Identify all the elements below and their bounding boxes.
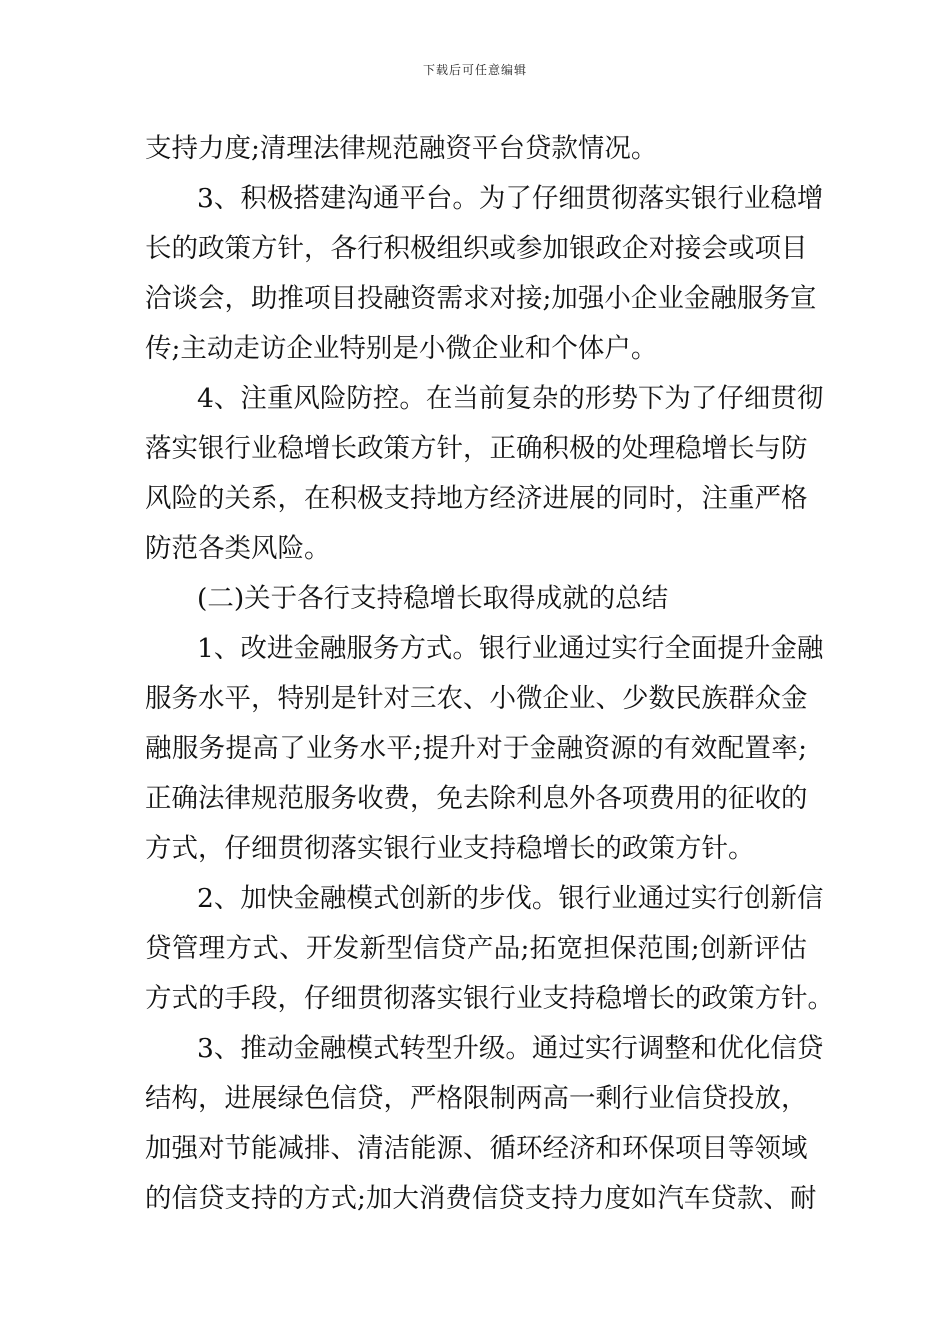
section-heading: (二)关于各行支持稳增长取得成就的总结 — [197, 583, 669, 614]
text-line: 长的政策方针，各行积极组织或参加银政企对接会或项目 — [145, 233, 808, 264]
text-line: 结构，进展绿色信贷，严格限制两高一剩行业信贷投放， — [145, 1083, 808, 1114]
text-line: 的信贷支持的方式;加大消费信贷支持力度如汽车贷款、耐 — [145, 1183, 817, 1214]
text-line: 风险的关系，在积极支持地方经济进展的同时，注重严格 — [145, 483, 808, 514]
text-line: 洽谈会，助推项目投融资需求对接;加强小企业金融服务宣 — [145, 283, 817, 314]
text-line: 4、注重风险防控。在当前复杂的形势下为了仔细贯彻 — [197, 383, 824, 414]
text-line: 融服务提高了业务水平;提升对于金融资源的有效配置率; — [145, 733, 807, 764]
text-line: 正确法律规范服务收费，免去除利息外各项费用的征收的 — [145, 783, 808, 814]
text-line: 支持力度;清理法律规范融资平台贷款情况。 — [145, 133, 658, 164]
text-line: 3、积极搭建沟通平台。为了仔细贯彻落实银行业稳增 — [197, 183, 824, 214]
text-line: 防范各类风险。 — [145, 533, 331, 564]
text-line: 加强对节能减排、清洁能源、循环经济和环保项目等领域 — [145, 1133, 808, 1164]
document-body — [145, 124, 834, 1224]
text-line: 传;主动走访企业特别是小微企业和个体户。 — [145, 333, 658, 364]
text-line: 方式，仔细贯彻落实银行业支持稳增长的政策方针。 — [145, 833, 755, 864]
text-line: 2、加快金融模式创新的步伐。银行业通过实行创新信 — [197, 883, 824, 914]
text-line: 贷管理方式、开发新型信贷产品;拓宽担保范围;创新评估 — [145, 933, 807, 964]
text-line: 落实银行业稳增长政策方针，正确积极的处理稳增长与防 — [145, 433, 808, 464]
text-line: 方式的手段，仔细贯彻落实银行业支持稳增长的政策方针。 — [145, 983, 834, 1014]
text-line: 1、改进金融服务方式。银行业通过实行全面提升金融 — [197, 633, 824, 664]
page-header: 下载后可任意编辑 — [422, 63, 527, 77]
text-line: 服务水平，特别是针对三农、小微企业、少数民族群众金 — [145, 683, 808, 714]
text-line: 3、推动金融模式转型升级。通过实行调整和优化信贷 — [197, 1033, 824, 1064]
